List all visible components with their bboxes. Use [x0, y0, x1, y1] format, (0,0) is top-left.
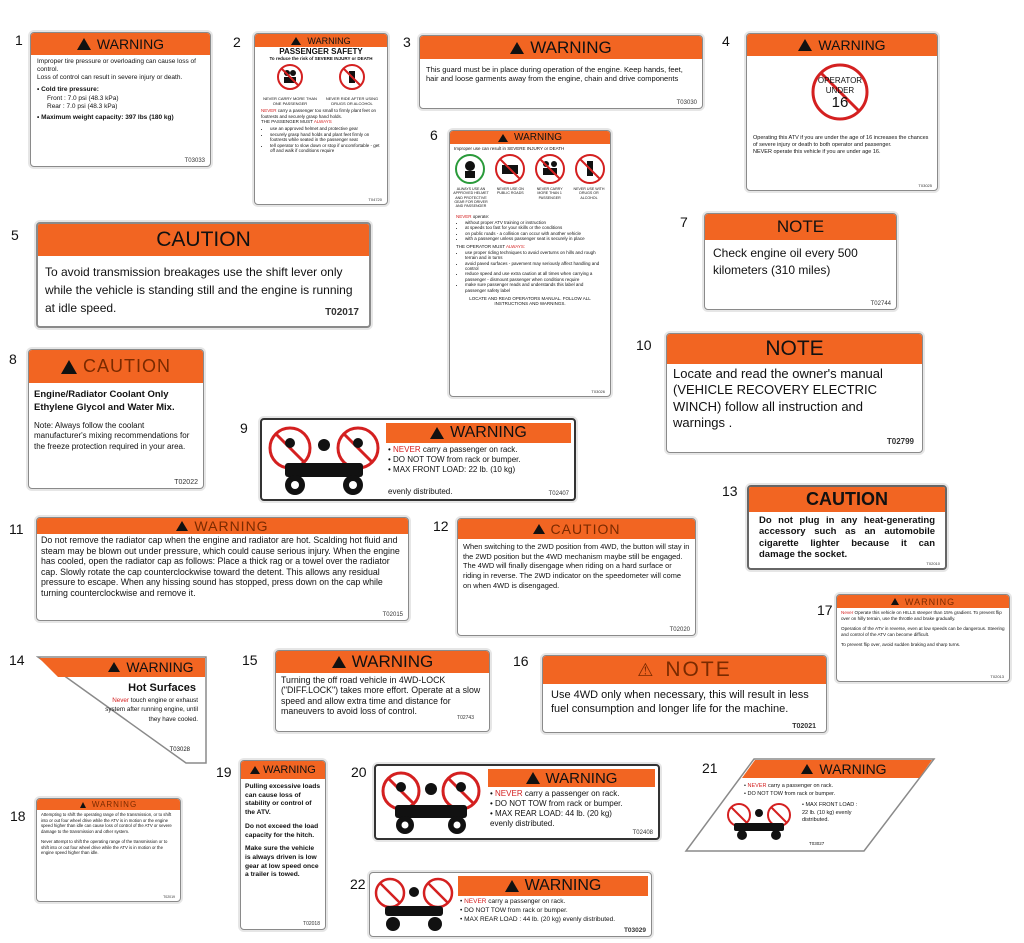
label-title: WARNING — [126, 659, 194, 675]
warning-triangle-icon — [510, 42, 524, 54]
label-text: carry a passenger on rack. — [766, 783, 834, 789]
label-code: T03025 — [918, 183, 932, 188]
label-passenger-safety — [254, 33, 388, 205]
label-subtitle: PASSENGER SAFETY — [279, 47, 363, 56]
label-number: 5 — [11, 227, 19, 243]
label-text: Note: Always follow the coolant manufacturer's mixing recommendations for the freeze protection required in your area. — [34, 420, 190, 452]
label-code: T02743 — [457, 715, 474, 721]
sign-text: OPERATOR — [817, 76, 863, 85]
list-item: • at speeds too fast for your skills or the conditions — [465, 225, 604, 230]
label-text: Improper use can result in SEVERE INJURY or DEATH — [454, 146, 565, 151]
label-text: carry a passenger on rack. — [522, 789, 620, 798]
label-text: When switching to the 2WD position from 4WD, the button will stay in the 2WD position but the 4WD mechanism maybe still be engaged. The 4WD will finally disengage when riding on a hard surface or riding in reverse. The 2WD indicator on the speedometer will come on when 4WD is disengaged. — [463, 542, 690, 590]
label-text: • MAX REAR LOAD: 44 lb. (20 kg) — [490, 809, 612, 818]
atv-no-passenger-icon — [724, 801, 794, 841]
label-text: Loss of control can result in severe injury or death. — [37, 74, 183, 82]
label-title: WARNING — [524, 877, 602, 894]
caution-triangle-icon — [61, 360, 77, 374]
label-socket-caution — [747, 485, 947, 570]
label-text: Cold tire pressure: — [41, 86, 99, 94]
label-title: WARNING — [904, 596, 956, 607]
label-4wd-note — [542, 655, 827, 733]
never-text: NEVER — [456, 213, 472, 219]
label-number: 14 — [9, 652, 25, 668]
list-item: • reduce speed and use extra caution at all times when carrying a passenger - dismount passenger when conditions require — [465, 271, 604, 282]
list-item: • with a passenger unless passenger seat is securely in place — [465, 236, 604, 241]
label-title: WARNING — [530, 37, 612, 57]
icon-caption: NEVER CARRY MORE THAN ONE PASSENGER — [263, 96, 317, 106]
list-item: • securely grasp hand holds and plant feet firmly on footrests while seated in the passenger seat — [270, 132, 381, 143]
label-text: NEVER operate this vehicle if you are under age 16. — [753, 148, 881, 155]
icon-caption: NEVER RIDE AFTER USING DRUGS OR ALCOHOL — [325, 96, 379, 106]
label-tire-pressure: WARNING Improper tire pressure or overloading can cause loss of control. Loss of control can result in severe injury or death. • Cold tire pressure: Front : 7.0 psi (48.3 kPa) Rear : 7.0 psi (48.3 kPa) • Maximum weight capacity: 397 lbs (180 kg) T03033 — [30, 32, 211, 167]
label-text: Make sure the vehicle is always driven is low gear at low speed once a trailer is towed. — [245, 845, 319, 879]
label-text: This guard must be in place during operation of the engine. Keep hands, feet, hair and loose garments away from the engine, chain and drive components — [426, 65, 683, 84]
label-text: • MAX REAR LOAD : 44 lb. (20 kg) evenly distributed. — [460, 915, 616, 923]
label-text: • DO NOT TOW from rack or bumper. — [490, 799, 623, 808]
label-code: T02407 — [548, 491, 569, 497]
warning-triangle-icon — [332, 656, 346, 668]
caution-triangle-icon — [533, 524, 545, 534]
icon-caption: NEVER USE ON PUBLIC ROADS — [496, 187, 524, 196]
label-text: evenly distributed. — [490, 819, 555, 828]
label-engine-oil-note — [704, 213, 897, 310]
label-title: WARNING — [818, 37, 886, 53]
always-text: ALWAYS — [313, 119, 332, 125]
label-code: T02744 — [870, 301, 891, 307]
label-text: Attempting to shift the operating range of the transmission, or to shift into or out four wheel drive while the ATV is in motion or the engine speed higher than idle can cause loss of control of the ATV or severe damage to the transmission and other system. — [41, 812, 172, 834]
warning-triangle-icon — [526, 772, 540, 784]
never-text: NEVER — [393, 445, 421, 454]
label-text: Front : 7.0 psi (48.3 kPa) — [47, 94, 119, 102]
no-public-roads-icon — [494, 153, 526, 185]
label-number: 2 — [233, 34, 241, 50]
label-shift-warning — [36, 798, 181, 902]
label-number: 6 — [430, 127, 438, 143]
label-code: T03028 — [169, 747, 190, 753]
warning-triangle-icon — [801, 764, 813, 774]
warning-triangle-icon — [430, 427, 444, 439]
label-title: CAUTION — [83, 356, 171, 376]
label-text: carry a passenger on rack. — [486, 898, 566, 905]
label-text: Operate this vehicle on HILLS steeper than 15% gradient. To prevent flip over on hilly terrain, use the throttle and brake gradually. — [841, 610, 1002, 621]
label-text: carry a passenger on rack. — [420, 445, 518, 454]
label-rear-rack-small: WARNING • NEVER carry a passenger on rack. • DO NOT TOW from rack or bumper. • MAX REAR LOAD : 44 lb. (20 kg) evenly distributed. T03029 — [369, 872, 652, 937]
never-text: NEVER — [495, 789, 523, 798]
label-radiator-warning — [36, 517, 409, 621]
label-text: Maximum weight capacity: 397 lbs (180 kg) — [41, 113, 174, 121]
atv-no-passenger-icon — [379, 769, 483, 837]
label-number: 18 — [10, 808, 26, 824]
label-title: WARNING — [450, 424, 527, 441]
label-text: Pulling excessive loads can cause loss of stability or control of the ATV. — [245, 783, 321, 817]
label-number: 1 — [15, 32, 23, 48]
label-code: T03027 — [809, 841, 825, 846]
never-text: NEVER — [747, 783, 767, 789]
helmet-icon — [454, 153, 486, 185]
label-text: Rear : 7.0 psi (48.3 kPa) — [47, 102, 118, 110]
warning-triangle-icon — [77, 38, 91, 50]
warning-triangle-icon — [250, 766, 260, 774]
label-hot-surfaces — [36, 655, 208, 765]
warning-triangle-icon — [291, 37, 301, 45]
warning-triangle-icon — [798, 39, 812, 51]
no-alcohol-icon — [338, 63, 366, 91]
warning-triangle-icon — [505, 880, 519, 892]
list-item: • make sure passenger reads and understands this label and passenger safety label — [465, 282, 604, 293]
label-number: 4 — [722, 33, 730, 49]
list-item: • use an approved helmet and protective gear — [270, 126, 381, 132]
label-number: 20 — [351, 764, 367, 780]
never-text: NEVER — [464, 898, 487, 905]
label-text: • DO NOT TOW from rack or bumper. — [460, 906, 568, 914]
label-guard — [419, 35, 703, 109]
label-text: THE OPERATOR MUST — [456, 243, 507, 249]
label-hills-warning — [836, 594, 1010, 682]
label-title: WARNING — [194, 518, 269, 534]
no-passenger-icon — [534, 153, 566, 185]
label-title: WARNING — [96, 36, 165, 52]
label-text: Do not exceed the load capacity for the hitch. — [245, 822, 319, 839]
label-number: 16 — [513, 653, 529, 669]
icon-caption: ALWAYS USE AN APPROVED HELMET AND PROTECTIVE GEAR FOR DRIVER AND PASSENGER — [453, 187, 489, 209]
warning-triangle-icon — [80, 802, 86, 808]
label-title: NOTE — [776, 217, 825, 236]
label-number: 21 — [702, 760, 718, 776]
atv-no-passenger-icon — [265, 423, 383, 498]
list-item: • on public roads - a collision can occur with another vehicle — [465, 231, 604, 236]
label-text: Locate and read the owner's manual (VEHICLE RECOVERY ELECTRIC WINCH) follow all instruction and warnings . — [673, 366, 883, 430]
sign-text: UNDER — [825, 86, 855, 95]
label-number: 3 — [403, 34, 411, 50]
label-title: CAUTION — [806, 489, 888, 509]
never-text: Never — [841, 610, 854, 615]
label-text: To prevent flip over, avoid sudden braking and sharp turns. — [841, 641, 961, 647]
label-number: 17 — [817, 602, 833, 618]
label-text: To reduce the risk of SEVERE INJURY or DEATH — [269, 56, 373, 61]
label-text: LOCATE AND READ OPERATORS MANUAL. FOLLOW ALL INSTRUCTIONS AND WARNINGS. — [469, 296, 591, 307]
label-front-rack-warning: WARNING • NEVER carry a passenger on rack. • DO NOT TOW from rack or bumper. • MAX FRONT LOAD: 22 lb. (10 kg) evenly distributed. T02407 — [260, 418, 576, 501]
label-code: T03026 — [591, 389, 605, 394]
label-rear-rack-warning: WARNING • NEVER carry a passenger on rack. • DO NOT TOW from rack or bumper. • MAX REAR LOAD: 44 lb. (20 kg) evenly distributed. T02408 — [374, 764, 660, 840]
label-code: T02022 — [174, 479, 198, 486]
label-title: WARNING — [91, 800, 138, 809]
label-text: Do not remove the radiator cap when the engine and radiator are hot. Scalding hot fluid and steam may be blown out under pressure, which could cause serious injury. When the engine has cooled, open the radiator cap as follows: Place a thick rag or a towel over the radiator cap. Slowly rotate the cap counterclockwise toward the detent. This allows any residual pressure to escape. When any hissing sound has stopped, press down on the cap while turning counterclockwise and remove it. — [41, 535, 400, 598]
label-title: CAUTION — [550, 521, 621, 537]
label-text: evenly distributed. — [388, 487, 453, 496]
warning-triangle-icon — [176, 521, 188, 531]
label-number: 7 — [680, 214, 688, 230]
label-title: WARNING — [545, 769, 618, 787]
label-number: 9 — [240, 420, 248, 436]
label-text: To avoid transmission breakages use the shift lever only while the vehicle is standing still and the engine is running at idle speed. — [45, 265, 353, 315]
label-code: T02017 — [325, 307, 359, 318]
label-text: Never attempt to shift the operating range of the transmission or to shift into or out four wheel drive while the ATV is in motion or the engine speed higher than idle. — [41, 839, 168, 856]
label-code: T03030 — [676, 100, 697, 106]
label-code: T02013 — [990, 674, 1004, 679]
icon-caption: NEVER CARRY MORE THAN 1 PASSENGER — [536, 187, 563, 200]
warning-triangle-icon — [108, 662, 120, 672]
sign-number: 16 — [831, 94, 849, 111]
label-text: carry a passenger too small to firmly plant feet on footrests and securely grasp hand holds. — [261, 108, 377, 119]
label-text: Operating this ATV if you are under the age of 16 increases the chances of severe injury or death to both operator and passenger. — [753, 135, 929, 148]
label-code: T02018 — [303, 921, 320, 927]
label-text: Improper tire pressure or overloading can cause loss of control. — [37, 58, 196, 74]
list-item: • without proper ATV training or instruction — [465, 220, 604, 225]
warning-triangle-icon — [498, 134, 508, 142]
label-load-warning — [240, 760, 326, 930]
label-transmission-caution — [36, 222, 371, 328]
no-alcohol-icon — [574, 153, 606, 185]
label-text: • DO NOT TOW from rack or bumper. — [388, 455, 521, 464]
label-code: T02015 — [382, 612, 403, 618]
label-code: T02010 — [926, 561, 940, 566]
label-text: touch engine or exhaust system after running engine, until they have cooled. — [105, 697, 198, 723]
label-title: WARNING — [263, 764, 316, 776]
label-number: 12 — [433, 518, 449, 534]
label-number: 15 — [242, 652, 258, 668]
label-number: 22 — [350, 876, 366, 892]
label-text: MAX FRONT LOAD : 22 lb. (10 kg) evenly distributed. — [802, 802, 858, 824]
icon-caption: NEVER USE WITH DRUGS OR ALCOHOL — [573, 187, 605, 200]
label-front-rack-slanted: WARNING • NEVER carry a passenger on rack. • DO NOT TOW from rack or bumper. • MAX FRONT LOAD : 22 lb. (10 kg) evenly distributed. T03027 — [684, 757, 936, 853]
label-text: Turning the off road vehicle in 4WD-LOCK ("DIFF.LOCK") takes more effort. Operate at a slow speed and allow extra time and distance for maneuvers to avoid loss of control. — [281, 675, 481, 716]
always-text: ALWAYS: — [506, 243, 526, 249]
label-code: T04720 — [368, 197, 382, 202]
label-text: Check engine oil every 500 kilometers (310 miles) — [713, 246, 858, 278]
label-number: 11 — [9, 521, 24, 537]
never-text: Never — [112, 697, 130, 704]
label-code: T02408 — [632, 830, 653, 836]
label-text: Hot Surfaces — [128, 682, 196, 694]
label-text: Engine/Radiator Coolant Only Ethylene Glycol and Water Mix. — [34, 389, 175, 413]
label-number: 8 — [9, 351, 17, 367]
list-item: • tell operator to slow down or stop if uncomfortable - get off and walk if conditions require — [270, 143, 381, 154]
label-code: T03029 — [623, 927, 646, 934]
label-title: WARNING — [819, 761, 887, 777]
label-atv-use-warning — [449, 130, 611, 397]
list-item: • use proper riding techniques to avoid overturns on hills and rough terrain and in turns — [465, 250, 604, 261]
label-winch-note — [666, 333, 923, 453]
label-code: T02021 — [792, 723, 816, 730]
label-title: CAUTION — [156, 228, 251, 251]
label-text: Operation of the ATV in reverse, even at low speeds can be dangerous. Steering and control of the ATV can become difficult. — [841, 625, 1005, 637]
label-coolant-caution — [28, 349, 204, 489]
label-text: THE PASSENGER MUST — [261, 119, 314, 125]
label-text: Use 4WD only when necessary, this will result in less fuel consumption and longer life for the machine. — [551, 689, 809, 716]
label-number: 13 — [722, 483, 738, 499]
atv-no-passenger-icon — [373, 876, 455, 934]
label-number: 19 — [216, 764, 232, 780]
label-code: T02020 — [669, 627, 690, 633]
label-code: T02019 — [163, 895, 175, 899]
list-item: • avoid paved surfaces - pavement may seriously affect handling and control — [465, 261, 604, 272]
label-text: Do not plug in any heat-generating accessory such as an automobile cigarette lighter because it can damage the socket. — [759, 515, 935, 561]
label-title: NOTE — [665, 658, 732, 681]
label-text: • MAX FRONT LOAD: 22 lb. (10 kg) — [388, 465, 516, 474]
label-age-warning — [746, 33, 938, 191]
never-text: NEVER — [261, 108, 277, 113]
label-text: operate: — [471, 213, 490, 219]
label-title: WARNING — [514, 132, 562, 143]
label-title: NOTE — [765, 337, 824, 360]
no-passenger-icon — [276, 63, 304, 91]
label-text: DO NOT TOW from rack or bumper. — [747, 791, 836, 798]
warning-triangle-icon — [891, 598, 899, 605]
label-code: T03033 — [184, 158, 205, 164]
label-2wd-caution — [457, 518, 696, 636]
label-title: WARNING — [307, 35, 351, 46]
label-title: WARNING — [351, 652, 434, 671]
label-number: 10 — [636, 337, 652, 353]
label-code: T02799 — [886, 437, 914, 446]
label-4wd-lock-warning — [275, 650, 490, 732]
caution-triangle-icon: ⚠ — [637, 659, 656, 680]
